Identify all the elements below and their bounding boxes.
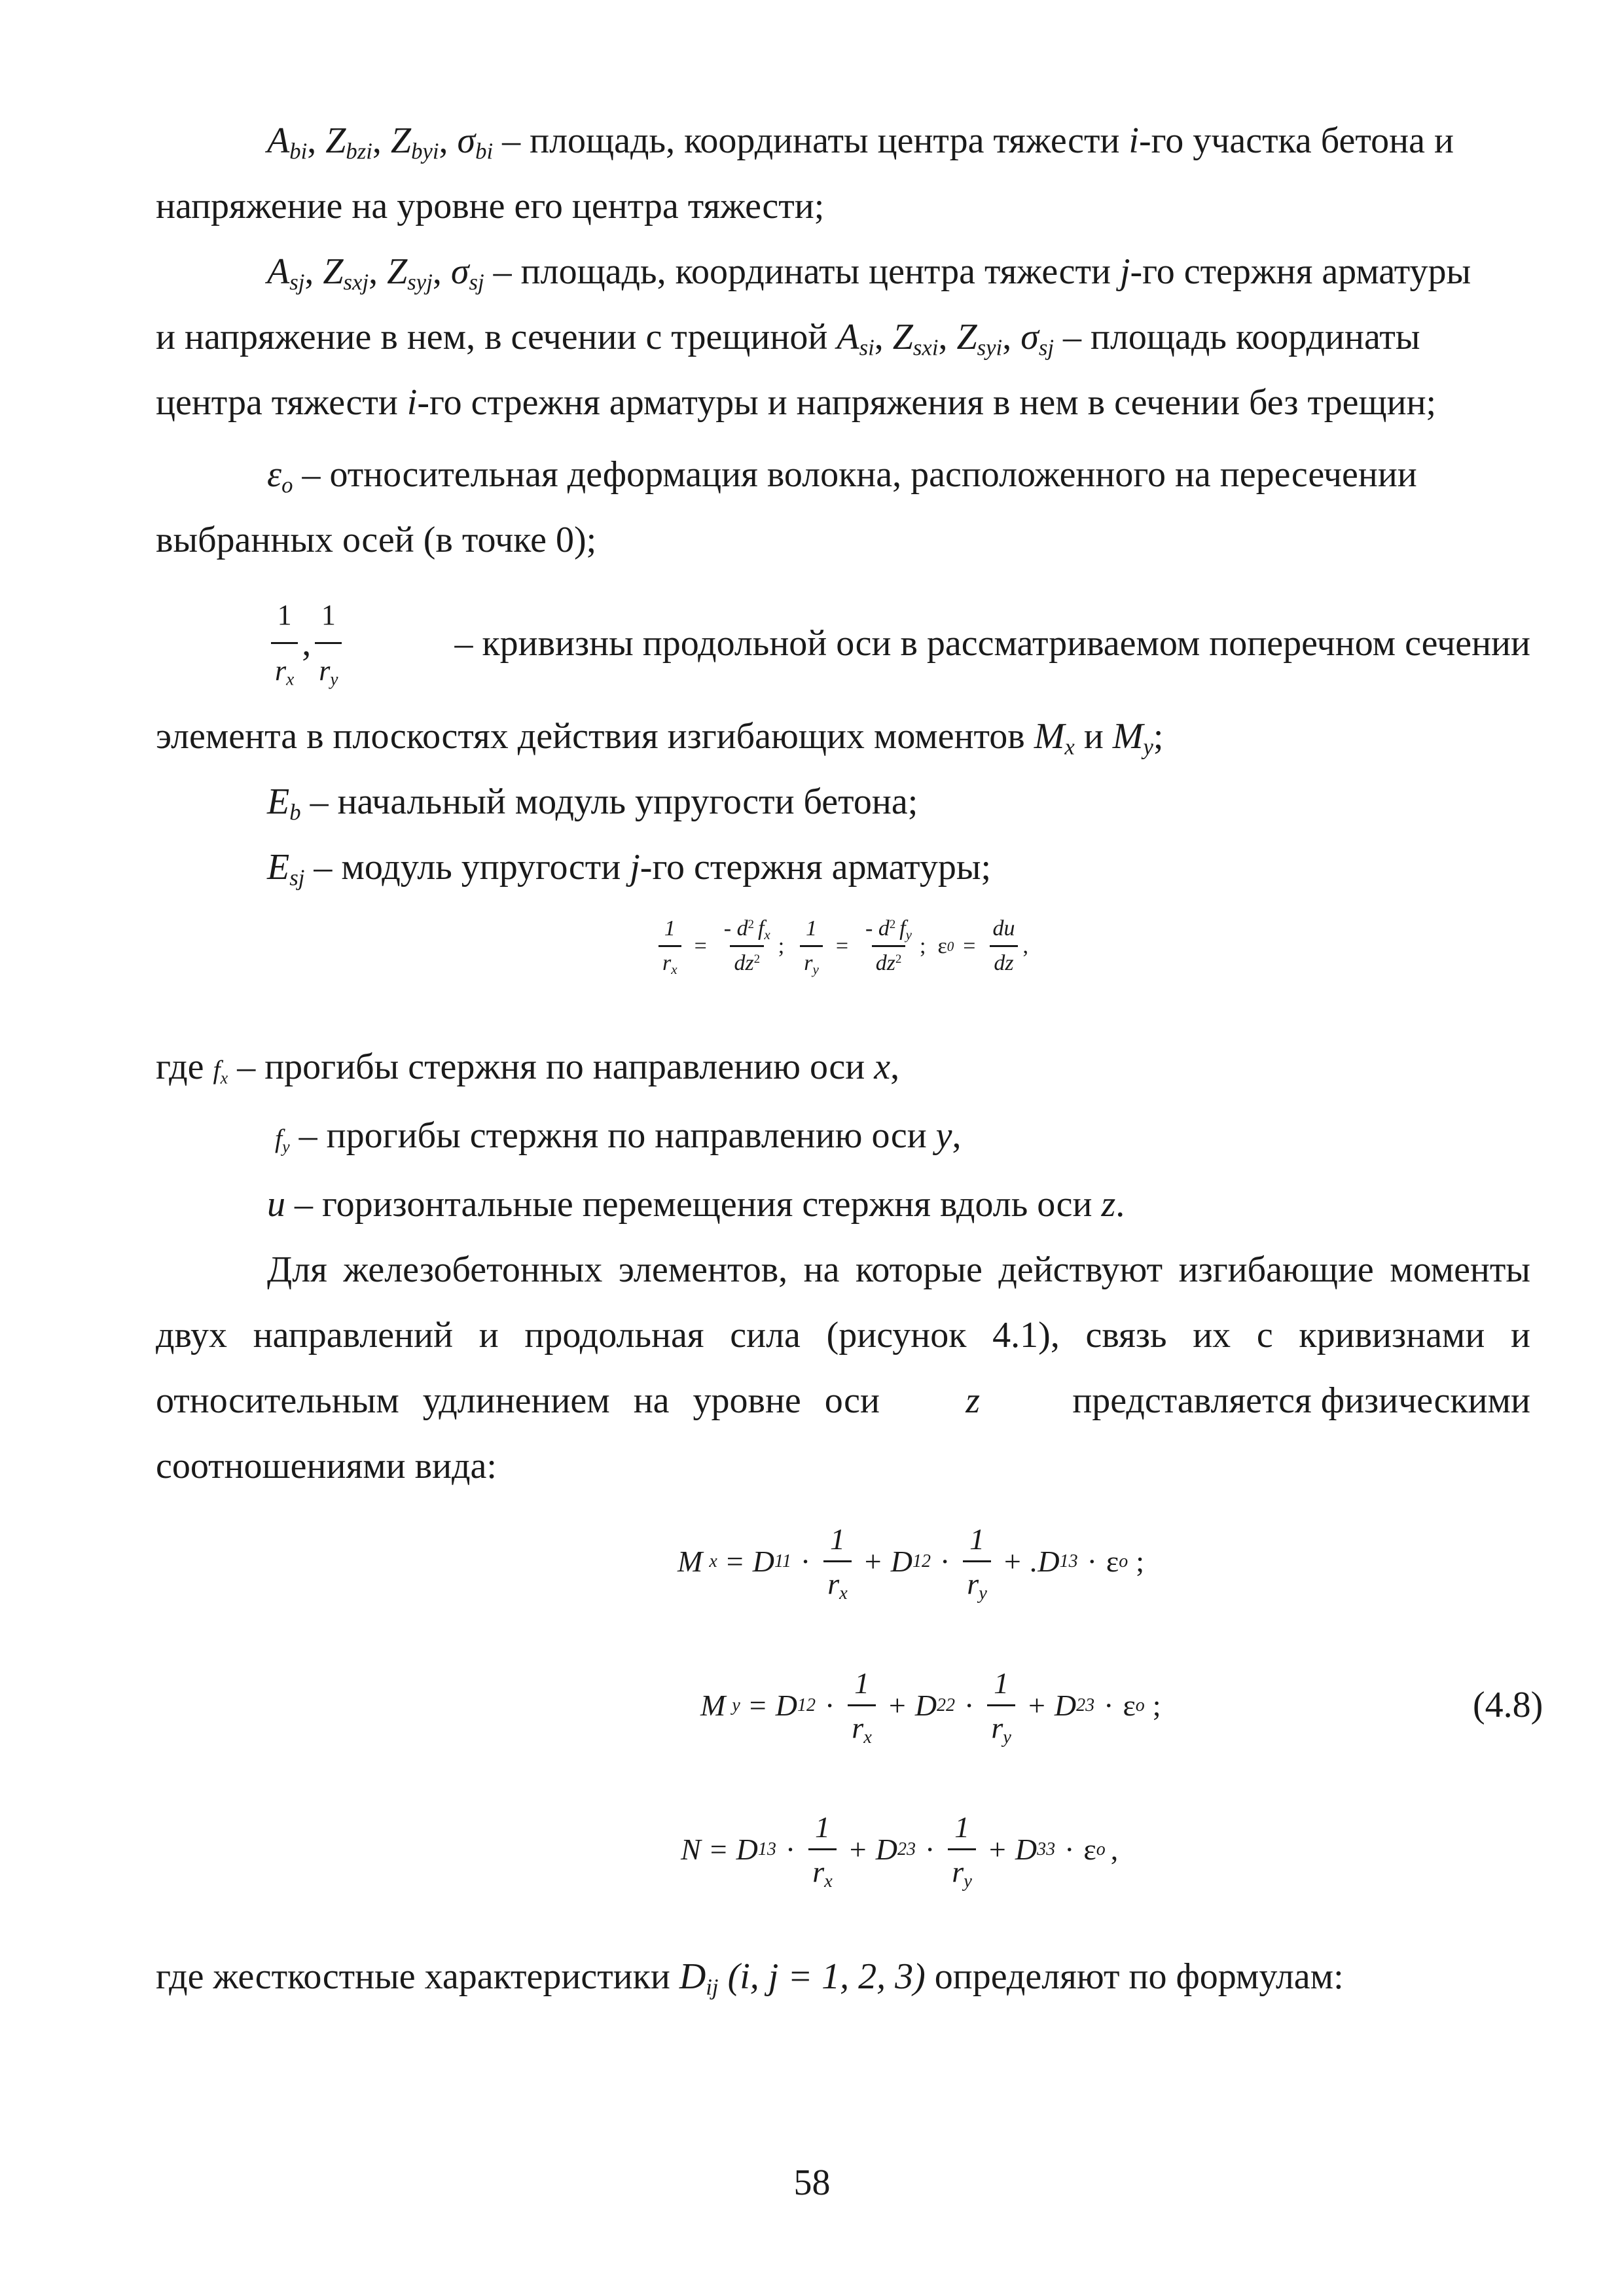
fraction: $\frac{1}{r_x}$ bbox=[659, 916, 681, 976]
text-line: напряжение на уровне его центра тяжести; bbox=[156, 186, 825, 226]
fraction: $\frac{1}{r_y}$ bbox=[987, 1666, 1015, 1745]
text-line: и напряжение в нем, в сечении с трещиной $A_{si}$, $Z_{sxi}$, $Z_{syi}$, $\sigma_{sj}$ – площадь координаты bbox=[156, 317, 1420, 361]
fraction: $\frac{- d^2 f_y}{dz^2}$ bbox=[865, 916, 912, 975]
text-line: $A_{sj}$, $Z_{sxj}$, $Z_{syj}$, $\sigma_{sj}$ – площадь, координаты центра тяжести j-го стержня арматуры bbox=[267, 251, 1471, 295]
text-line: где жесткостные характеристики $D_{ij}$ (i, j = 1, 2, 3) определяют по формулам: bbox=[156, 1956, 1344, 2000]
curvature-fractions: $\frac{1}{r_x}$ , $\frac{1}{r_y}$ bbox=[267, 592, 346, 694]
text-line: центра тяжести i-го стрежня арматуры и напряжения в нем в сечении без трещин; bbox=[156, 382, 1437, 423]
curvature-definition-equation: $\frac{1}{r_x}$ = $\frac{- d^2 f_x}{dz^2}$ ; $\frac{1}{r_y}$ = $\frac{- d^2 f_y}{dz^2}$ ; ε 0 = $\frac{du}{dz}$ , bbox=[655, 916, 1028, 976]
page-number: 58 bbox=[793, 2162, 831, 2203]
fraction-1-over-ry: $\frac{1}{r_y}$ bbox=[315, 592, 342, 694]
equation-my: M y = D 12 · $\frac{1}{r_x}$ + D 22 · $\frac{1}{r_y}$ + D 23 · ε o ; bbox=[700, 1666, 1161, 1748]
fraction: $\frac{- d^2 f_x}{dz^2}$ bbox=[723, 916, 770, 975]
text-line: элемента в плоскостях действия изгибающих моментов $M_x$ и $M_y$; bbox=[156, 716, 1164, 760]
text-line: выбранных осей (в точке 0); bbox=[156, 520, 597, 560]
text-line: $\varepsilon_o$ – относительная деформация волокна, расположенного на пересечении bbox=[267, 454, 1417, 498]
fraction: $\frac{1}{r_y}$ bbox=[800, 916, 823, 976]
text-line: где $f_x$ – прогибы стержня по направлению оси x, bbox=[156, 1047, 900, 1088]
fraction: $\frac{1}{r_x}$ bbox=[848, 1666, 876, 1745]
equation-n: N = D 13 · $\frac{1}{r_x}$ + D 23 · $\frac{1}{r_y}$ + D 33 · ε o , bbox=[681, 1810, 1119, 1892]
equation-number: (4.8) bbox=[1473, 1685, 1543, 1725]
curvature-line: $\frac{1}{r_x}$ , $\frac{1}{r_y}$ – кривизны продольной оси в рассматриваемом поперечном сечении bbox=[267, 592, 1530, 694]
text-line: двух направлений и продольная сила (рисунок 4.1), связь их с кривизнами и bbox=[156, 1315, 1530, 1355]
text-line: относительным удлинением на уровне оси z представляется физическими bbox=[156, 1380, 1530, 1421]
fraction: $\frac{1}{r_x}$ bbox=[823, 1522, 852, 1601]
text-line: соотношениями вида: bbox=[156, 1446, 497, 1486]
text-line: $E_b$ – начальный модуль упругости бетона; bbox=[267, 781, 918, 825]
text-line: u – горизонтальные перемещения стержня вдоль оси z. bbox=[267, 1184, 1125, 1225]
text-line: $A_{bi}$, $Z_{bzi}$, $Z_{byi}$, $\sigma_{bi}$ – площадь, координаты центра тяжести i-го участка бетона и bbox=[267, 120, 1454, 164]
fraction: $\frac{1}{r_y}$ bbox=[948, 1810, 976, 1889]
text-line: Для железобетонных элементов, на которые действуют изгибающие моменты bbox=[267, 1249, 1530, 1290]
fraction-1-over-rx: $\frac{1}{r_x}$ bbox=[271, 592, 298, 694]
fraction: $\frac{du}{dz}$ bbox=[988, 916, 1019, 976]
text-line: $E_{sj}$ – модуль упругости j-го стержня арматуры; bbox=[267, 847, 992, 891]
fraction: $\frac{1}{r_x}$ bbox=[808, 1810, 837, 1889]
fraction: $\frac{1}{r_y}$ bbox=[963, 1522, 991, 1601]
text-line: $f_y$ – прогибы стержня по направлению оси y, bbox=[275, 1115, 962, 1157]
equation-mx: M x = D 11 · $\frac{1}{r_x}$ + D 12 · $\frac{1}{r_y}$ + .D 13 · ε o ; bbox=[677, 1522, 1144, 1604]
